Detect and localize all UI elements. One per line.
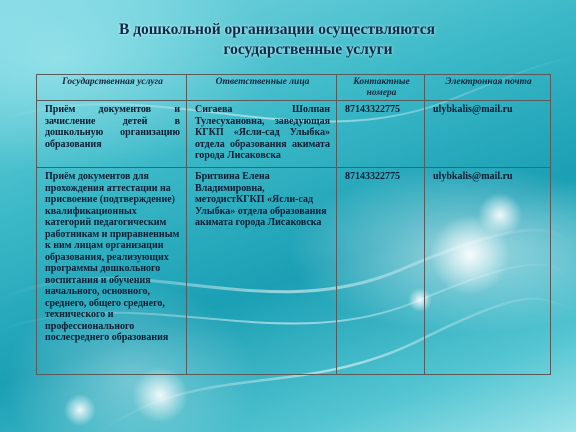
services-table xyxy=(36,74,551,375)
responsible-cell: Бритвина Елена Владимировна, методистКГКП «Ясли-сад Улыбка» отдела образования акимата города Лисаковска xyxy=(187,168,337,375)
header-service: Государственная услуга xyxy=(37,75,187,101)
header-email: Электронная почта xyxy=(425,75,551,101)
responsible-cell: Сигаева Шолпан Тулесухановна, заведующая КГКП «Ясли-сад Улыбка» отдела образования акимата города Лисаковска xyxy=(187,101,337,168)
service-cell: Приём документов и зачисление детей в дошкольную организацию образования xyxy=(37,101,187,168)
header-responsible: Ответственные лица xyxy=(187,75,337,101)
page-title xyxy=(0,20,576,60)
phone-cell: 87143322775 xyxy=(337,101,425,168)
email-cell: ulybkalis@mail.ru xyxy=(425,101,551,168)
table-row xyxy=(37,101,551,168)
phone-cell: 87143322775 xyxy=(337,168,425,375)
title-line-1: В дошкольной организации осуществляются xyxy=(119,21,435,38)
email-cell: ulybkalis@mail.ru xyxy=(425,168,551,375)
table-row xyxy=(37,168,551,375)
title-line-2: государственные услуги xyxy=(223,41,393,58)
service-cell: Приём документов для прохождения аттестации на присвоение (подтверждение) квалификационных категорий педагогическим работникам и приравненным к ним лицам организации образования, реализующих программы дошкольного воспитания и обучения начального, основного, среднего, общего среднего, технического и профессионального послесреднего образования xyxy=(37,168,187,375)
header-phone: Контактные номера xyxy=(337,75,425,101)
table-header-row xyxy=(37,75,551,101)
